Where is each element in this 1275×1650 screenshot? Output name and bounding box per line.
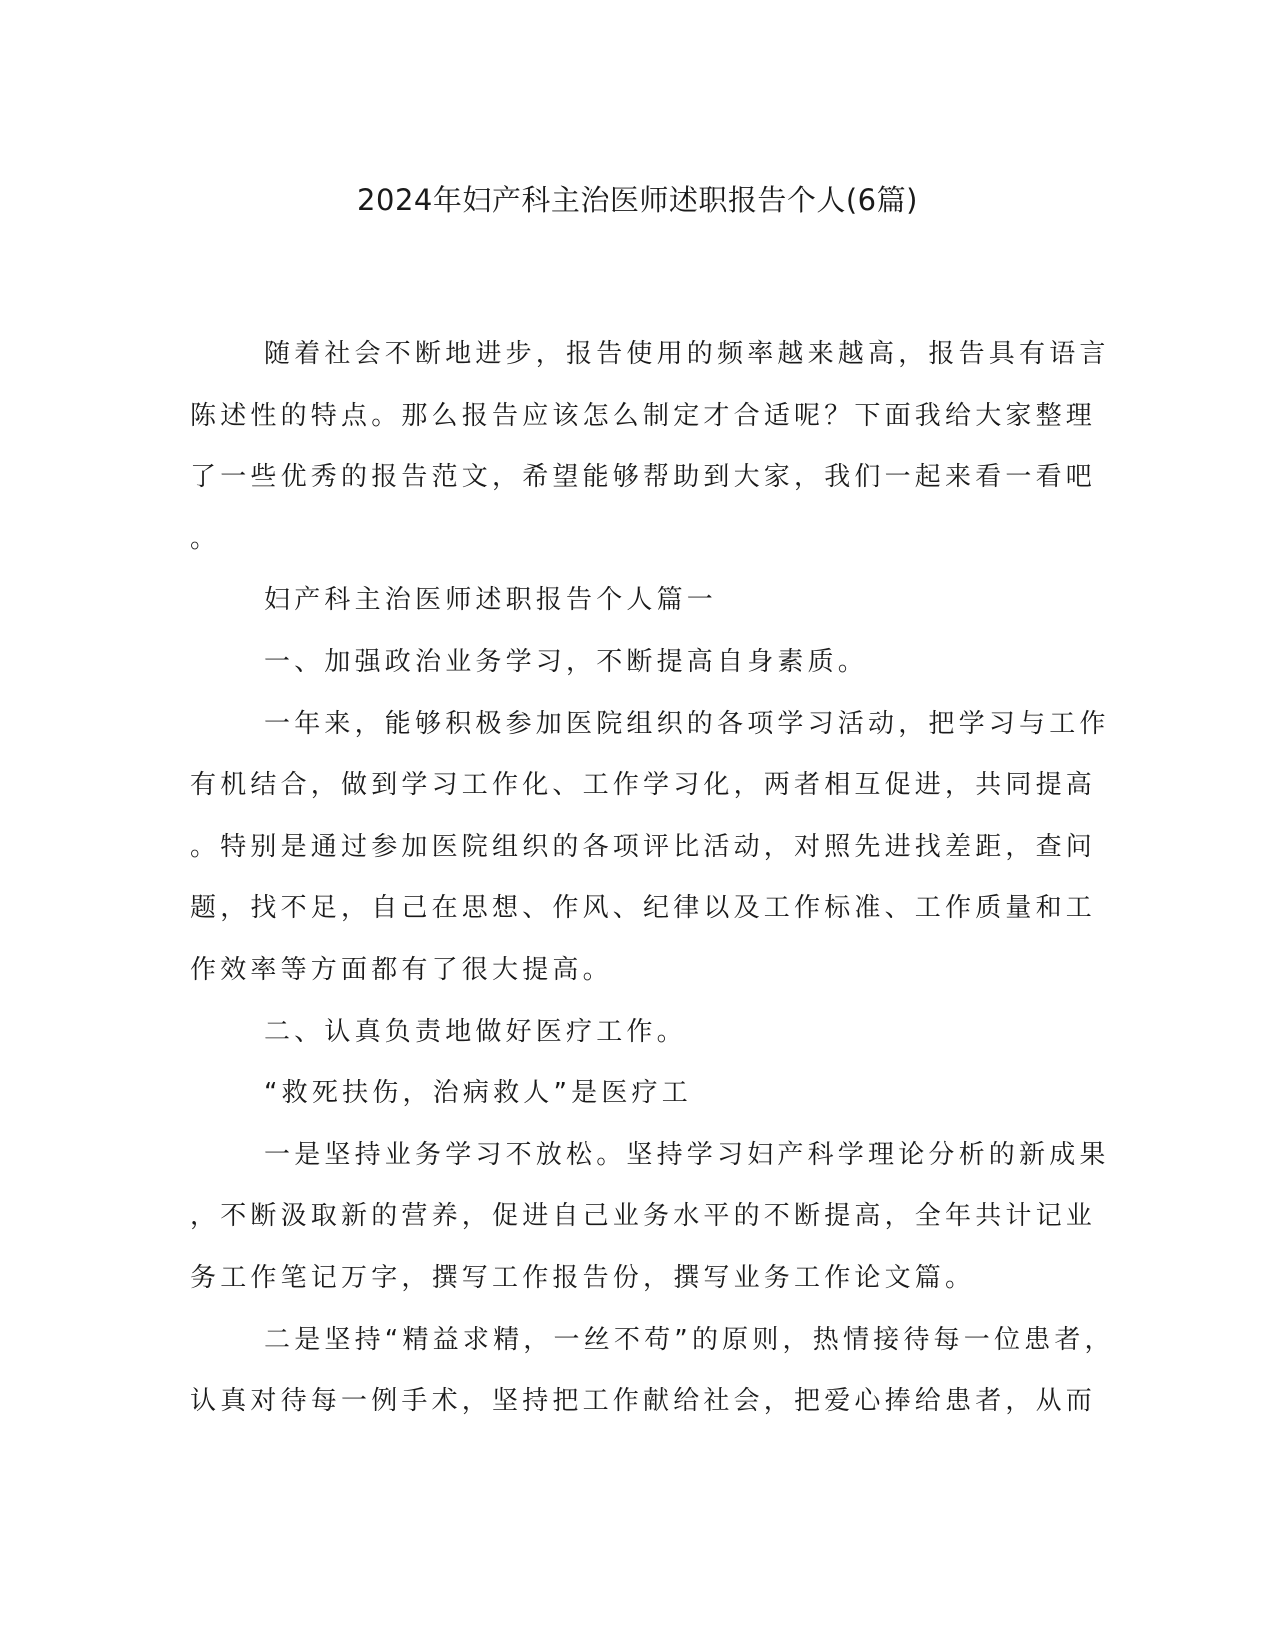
text-line: 一、加强政治业务学习，不断提高自身素质。: [264, 646, 869, 677]
document-title: 2024年妇产科主治医师述职报告个人(6篇): [357, 183, 918, 217]
text-line: 务工作笔记万字，撰写工作报告份，撰写业务工作论文篇。: [190, 1262, 976, 1293]
text-line: 有机结合，做到学习工作化、工作学习化，两者相互促进，共同提高: [190, 770, 1097, 801]
text-line: 。: [190, 523, 221, 554]
text-line: 认真对待每一例手术，坚持把工作献给社会，把爱心捧给患者，从而: [190, 1386, 1097, 1417]
text-line: “救死扶伤，治病救人”是医疗工: [264, 1078, 692, 1109]
document-body: [190, 324, 1115, 1433]
text-line: 陈述性的特点。那么报告应该怎么制定才合适呢？下面我给大家整理: [190, 400, 1097, 431]
text-line: 一年来，能够积极参加医院组织的各项学习活动，把学习与工作: [264, 708, 1110, 739]
text-line: ，不断汲取新的营养，促进自己业务水平的不断提高，全年共计记业: [190, 1201, 1097, 1232]
text-line: 二、认真负责地做好医疗工作。: [264, 1016, 687, 1047]
text-line: 了一些优秀的报告范文，希望能够帮助到大家，我们一起来看一看吧: [190, 462, 1097, 493]
text-line: 作效率等方面都有了很大提高。: [190, 954, 613, 985]
text-line: 。特别是通过参加医院组织的各项评比活动，对照先进找差距，查问: [190, 831, 1097, 862]
text-line: 二是坚持“精益求精，一丝不苟”的原则，热情接待每一位患者，: [264, 1324, 1115, 1355]
text-line: 一是坚持业务学习不放松。坚持学习妇产科学理论分析的新成果: [264, 1139, 1110, 1170]
text-line: 随着社会不断地进步，报告使用的频率越来越高，报告具有语言: [264, 339, 1110, 369]
text-line: 题，找不足，自己在思想、作风、纪律以及工作标准、工作质量和工: [190, 893, 1097, 924]
text-line: 妇产科主治医师述职报告个人篇一: [264, 585, 718, 616]
